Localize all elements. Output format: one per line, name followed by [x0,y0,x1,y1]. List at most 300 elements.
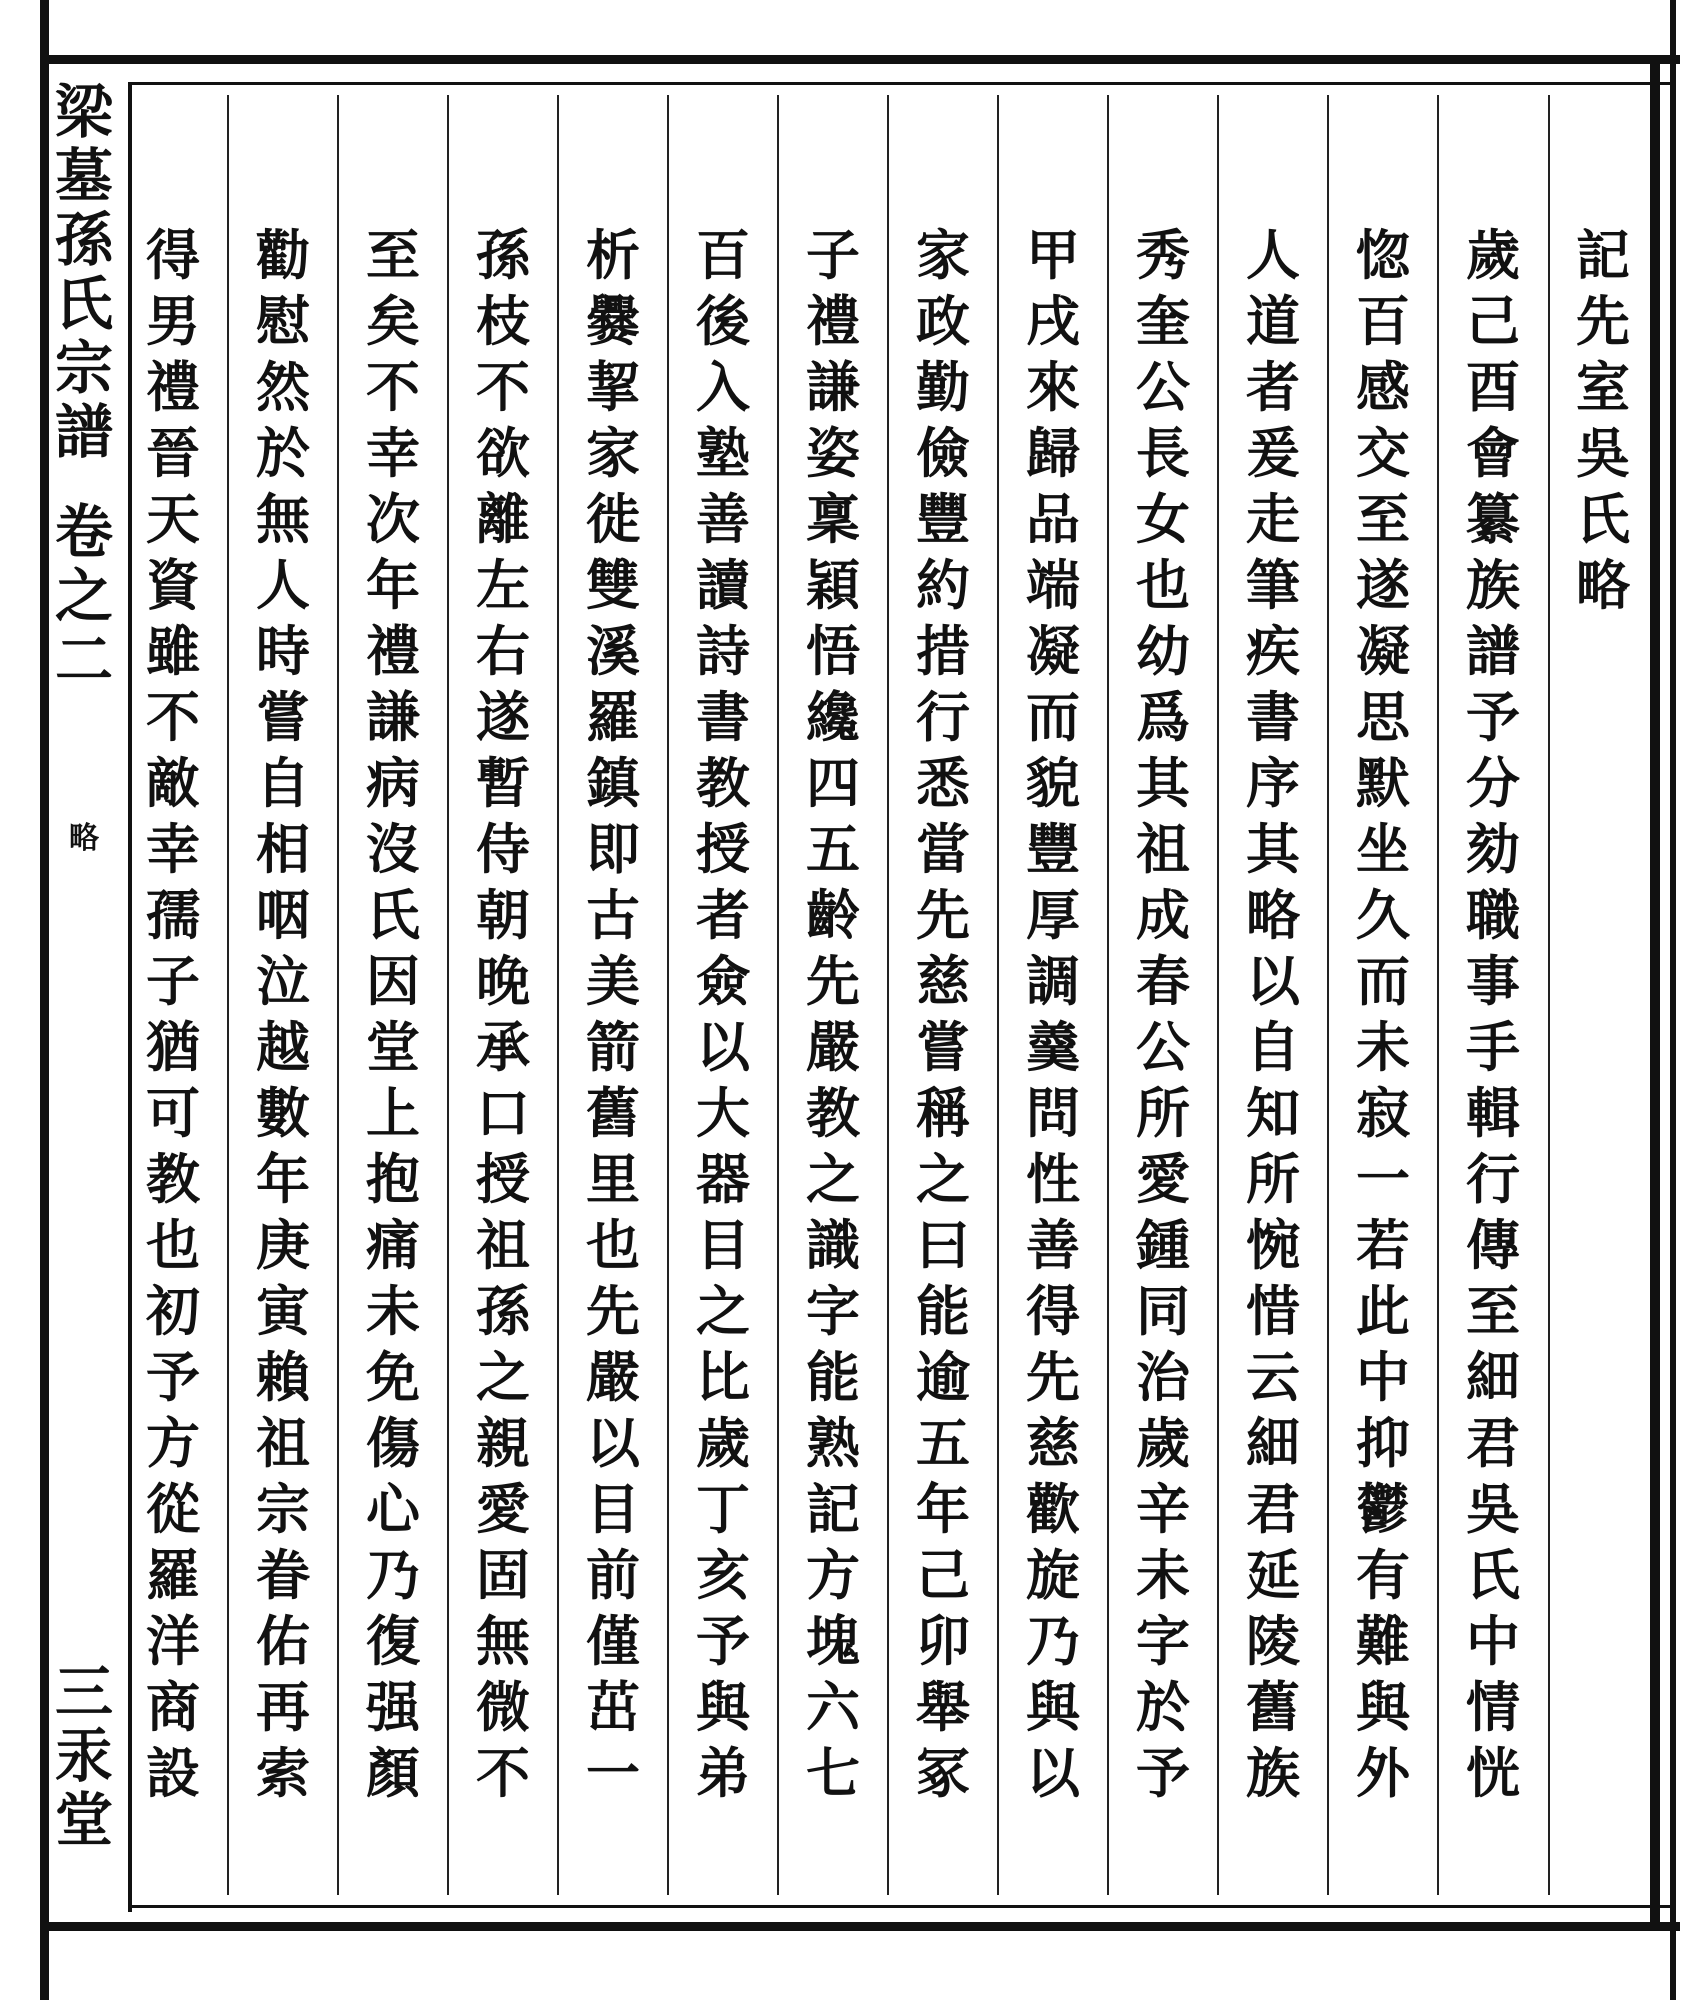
text-column [338,225,448,1945]
glyph: 成 [1136,883,1190,947]
glyph: 奎 [1136,289,1190,353]
glyph: 慰 [256,289,310,353]
glyph: 悉 [916,751,970,815]
glyph: 未 [1136,1543,1190,1607]
glyph: 資 [146,553,200,617]
glyph: 堂 [54,1786,113,1854]
glyph: 器 [696,1147,750,1211]
glyph: 也 [586,1213,640,1277]
glyph: 治 [1136,1345,1190,1409]
glyph: 而 [1356,949,1410,1013]
glyph: 病 [366,751,420,815]
glyph: 僅 [586,1609,640,1673]
text-column [448,225,558,1945]
glyph: 墓 [54,142,113,210]
glyph: 乃 [1026,1609,1080,1673]
glyph: 儉 [916,421,970,485]
glyph: 先 [1576,289,1630,353]
glyph: 析 [586,223,640,287]
glyph: 從 [146,1477,200,1541]
glyph: 教 [146,1147,200,1211]
glyph: 子 [806,223,860,287]
glyph: 也 [146,1213,200,1277]
glyph: 離 [476,487,530,551]
glyph: 卷 [54,498,113,566]
glyph: 家 [916,223,970,287]
glyph: 傳 [1466,1213,1520,1277]
glyph: 弟 [696,1741,750,1805]
glyph: 暫 [476,751,530,815]
glyph: 無 [256,487,310,551]
glyph: 知 [1246,1081,1300,1145]
glyph: 以 [1246,949,1300,1013]
glyph: 目 [696,1213,750,1277]
glyph: 歲 [1136,1411,1190,1475]
glyph: 以 [696,1015,750,1079]
glyph: 教 [696,751,750,815]
glyph: 越 [256,1015,310,1079]
glyph: 方 [806,1543,860,1607]
glyph: 陵 [1246,1609,1300,1673]
glyph: 難 [1356,1609,1410,1673]
glyph: 幸 [366,421,420,485]
glyph: 至 [1356,487,1410,551]
glyph: 得 [146,223,200,287]
glyph: 爰 [1246,421,1300,485]
glyph: 寅 [256,1279,310,1343]
glyph: 遂 [476,685,530,749]
glyph: 己 [916,1543,970,1607]
glyph: 古 [586,883,640,947]
glyph: 宗 [54,334,113,402]
glyph: 戌 [1026,289,1080,353]
glyph: 親 [476,1411,530,1475]
glyph: 久 [1356,883,1410,947]
glyph: 寂 [1356,1081,1410,1145]
text-column [118,225,228,1945]
glyph: 與 [1356,1675,1410,1739]
text-column [888,225,998,1945]
glyph: 之 [54,562,113,630]
text-column [1328,225,1438,1945]
text-column [558,225,668,1945]
spine-hall [44,80,124,1920]
glyph: 泣 [256,949,310,1013]
glyph: 貌 [1026,751,1080,815]
glyph: 書 [1246,685,1300,749]
glyph: 中 [1356,1345,1410,1409]
glyph: 洋 [146,1609,200,1673]
glyph: 初 [146,1279,200,1343]
glyph: 舊 [586,1081,640,1145]
glyph: 恍 [1466,1741,1520,1805]
glyph: 中 [1466,1609,1520,1673]
glyph: 性 [1026,1147,1080,1211]
glyph: 比 [696,1345,750,1409]
glyph: 慈 [916,949,970,1013]
glyph: 羅 [586,685,640,749]
glyph: 姿 [806,421,860,485]
text-column [998,225,1108,1945]
glyph: 男 [146,289,200,353]
glyph: 思 [1356,685,1410,749]
glyph: 後 [696,289,750,353]
glyph: 汞 [54,1722,113,1790]
glyph: 齡 [806,883,860,947]
glyph: 者 [696,883,750,947]
glyph: 美 [586,949,640,1013]
right-outer-border [1670,0,1676,2000]
glyph: 孫 [476,1279,530,1343]
glyph: 祖 [256,1411,310,1475]
text-column [668,225,778,1945]
glyph: 約 [916,553,970,617]
glyph: 識 [806,1213,860,1277]
glyph: 未 [1356,1015,1410,1079]
glyph: 沒 [366,817,420,881]
glyph: 氏 [1466,1543,1520,1607]
glyph: 痛 [366,1213,420,1277]
glyph: 而 [1026,685,1080,749]
glyph: 庚 [256,1213,310,1277]
glyph: 僉 [696,949,750,1013]
glyph: 略 [1246,883,1300,947]
glyph: 字 [806,1279,860,1343]
glyph: 然 [256,355,310,419]
glyph: 室 [1576,355,1630,419]
glyph: 矣 [366,289,420,353]
glyph: 與 [1026,1675,1080,1739]
glyph: 相 [256,817,310,881]
glyph: 嘗 [916,1015,970,1079]
glyph: 之 [476,1345,530,1409]
glyph: 卯 [916,1609,970,1673]
glyph: 旋 [1026,1543,1080,1607]
glyph: 挈 [586,355,640,419]
glyph: 舉 [916,1675,970,1739]
glyph: 逾 [916,1345,970,1409]
glyph: 以 [1026,1741,1080,1805]
glyph: 愛 [476,1477,530,1541]
glyph: 走 [1246,487,1300,551]
glyph: 予 [1136,1741,1190,1805]
glyph: 百 [1356,289,1410,353]
glyph: 四 [806,751,860,815]
glyph: 人 [256,553,310,617]
glyph: 己 [1466,289,1520,353]
glyph: 入 [696,355,750,419]
glyph: 自 [256,751,310,815]
glyph: 年 [256,1147,310,1211]
glyph: 纂 [1466,487,1520,551]
glyph: 禮 [366,619,420,683]
glyph: 來 [1026,355,1080,419]
glyph: 纔 [806,685,860,749]
glyph: 無 [476,1609,530,1673]
glyph: 豐 [1026,817,1080,881]
glyph: 序 [1246,751,1300,815]
glyph: 咽 [256,883,310,947]
glyph: 能 [916,1279,970,1343]
glyph: 記 [806,1477,860,1541]
glyph: 禮 [146,355,200,419]
glyph: 端 [1026,553,1080,617]
glyph: 里 [586,1147,640,1211]
glyph: 爲 [1136,685,1190,749]
glyph: 曰 [916,1213,970,1277]
glyph: 譜 [54,398,113,466]
glyph: 不 [476,1741,530,1805]
glyph: 一 [1356,1147,1410,1211]
glyph: 孫 [54,206,113,274]
glyph: 女 [1136,487,1190,551]
glyph: 嚴 [806,1015,860,1079]
glyph: 予 [696,1609,750,1673]
glyph: 劾 [1466,817,1520,881]
glyph: 行 [1466,1147,1520,1211]
glyph: 一 [586,1741,640,1805]
glyph: 所 [1246,1147,1300,1211]
glyph: 所 [1136,1081,1190,1145]
glyph: 不 [146,685,200,749]
glyph: 稟 [806,487,860,551]
glyph: 鬱 [1356,1477,1410,1541]
glyph: 宗 [256,1477,310,1541]
glyph: 不 [476,355,530,419]
glyph: 厚 [1026,883,1080,947]
glyph: 嚴 [586,1345,640,1409]
glyph: 目 [586,1477,640,1541]
glyph: 箭 [586,1015,640,1079]
glyph: 族 [1466,553,1520,617]
glyph: 字 [1136,1609,1190,1673]
glyph: 三 [54,1658,113,1726]
glyph: 祖 [476,1213,530,1277]
glyph: 輯 [1466,1081,1520,1145]
glyph: 細 [1466,1345,1520,1409]
glyph: 與 [696,1675,750,1739]
glyph: 歲 [696,1411,750,1475]
glyph: 有 [1356,1543,1410,1607]
glyph: 晚 [476,949,530,1013]
glyph: 勸 [256,223,310,287]
glyph: 索 [256,1741,310,1805]
glyph: 稱 [916,1081,970,1145]
glyph: 族 [1246,1741,1300,1805]
glyph: 慈 [1026,1411,1080,1475]
glyph: 歲 [1466,223,1520,287]
glyph: 嘗 [256,685,310,749]
glyph: 百 [696,223,750,287]
glyph: 至 [366,223,420,287]
glyph: 固 [476,1543,530,1607]
glyph: 次 [366,487,420,551]
glyph: 天 [146,487,200,551]
glyph: 六 [806,1675,860,1739]
glyph: 七 [806,1741,860,1805]
glyph: 先 [586,1279,640,1343]
glyph: 强 [366,1675,420,1739]
glyph: 感 [1356,355,1410,419]
glyph: 不 [366,355,420,419]
glyph: 之 [696,1279,750,1343]
glyph: 其 [1136,751,1190,815]
glyph: 賴 [256,1345,310,1409]
glyph: 略 [69,821,99,856]
glyph: 自 [1246,1015,1300,1079]
glyph: 調 [1026,949,1080,1013]
glyph: 當 [916,817,970,881]
glyph: 歡 [1026,1477,1080,1541]
glyph: 因 [366,949,420,1013]
glyph: 惋 [1246,1213,1300,1277]
glyph: 穎 [806,553,860,617]
glyph: 會 [1466,421,1520,485]
glyph: 免 [366,1345,420,1409]
glyph: 塾 [696,421,750,485]
glyph: 左 [476,553,530,617]
glyph: 幼 [1136,619,1190,683]
glyph: 復 [366,1609,420,1673]
glyph: 氏 [1576,487,1630,551]
glyph: 書 [696,685,750,749]
text-column-title [1548,225,1658,1945]
glyph: 予 [146,1345,200,1409]
glyph: 家 [586,421,640,485]
glyph: 君 [1466,1411,1520,1475]
glyph: 眷 [256,1543,310,1607]
glyph: 朝 [476,883,530,947]
glyph: 前 [586,1543,640,1607]
glyph: 酉 [1466,355,1520,419]
glyph: 坐 [1356,817,1410,881]
glyph: 於 [256,421,310,485]
glyph: 上 [366,1081,420,1145]
glyph: 可 [146,1081,200,1145]
glyph: 事 [1466,949,1520,1013]
glyph: 秀 [1136,223,1190,287]
glyph: 吳 [1576,421,1630,485]
glyph: 雖 [146,619,200,683]
glyph: 禮 [806,289,860,353]
glyph: 豐 [916,487,970,551]
glyph: 五 [916,1411,970,1475]
glyph: 問 [1026,1081,1080,1145]
glyph: 凝 [1356,619,1410,683]
glyph: 辛 [1136,1477,1190,1541]
glyph: 者 [1246,355,1300,419]
glyph: 細 [1246,1411,1300,1475]
glyph: 先 [1026,1345,1080,1409]
glyph: 同 [1136,1279,1190,1343]
glyph: 予 [1466,685,1520,749]
glyph: 春 [1136,949,1190,1013]
glyph: 右 [476,619,530,683]
glyph: 手 [1466,1015,1520,1079]
glyph: 微 [476,1675,530,1739]
glyph: 分 [1466,751,1520,815]
glyph: 祖 [1136,817,1190,881]
glyph: 茁 [586,1675,640,1739]
glyph: 承 [476,1015,530,1079]
glyph: 鎮 [586,751,640,815]
glyph: 惚 [1356,223,1410,287]
glyph: 甲 [1026,223,1080,287]
text-column [1218,225,1328,1945]
glyph: 吳 [1466,1477,1520,1541]
glyph: 徙 [586,487,640,551]
glyph: 梁 [54,78,113,146]
glyph: 行 [916,685,970,749]
glyph: 孫 [476,223,530,287]
glyph: 堂 [366,1015,420,1079]
glyph: 孺 [146,883,200,947]
glyph: 筆 [1246,553,1300,617]
glyph: 品 [1026,487,1080,551]
glyph: 人 [1246,223,1300,287]
glyph: 善 [1026,1213,1080,1277]
glyph: 方 [146,1411,200,1475]
glyph: 口 [476,1081,530,1145]
glyph: 於 [1136,1675,1190,1739]
text-column [1438,225,1548,1945]
glyph: 公 [1136,1015,1190,1079]
glyph: 政 [916,289,970,353]
glyph: 年 [916,1477,970,1541]
glyph: 亥 [696,1543,750,1607]
glyph: 顏 [366,1741,420,1805]
glyph: 謙 [366,685,420,749]
text-column [228,225,338,1945]
glyph: 舊 [1246,1675,1300,1739]
glyph: 心 [366,1477,420,1541]
glyph: 記 [1576,223,1630,287]
glyph: 默 [1356,751,1410,815]
text-column [778,225,888,1945]
glyph: 之 [806,1147,860,1211]
glyph: 先 [806,949,860,1013]
top-border [40,55,1680,64]
glyph: 謙 [806,355,860,419]
glyph: 幸 [146,817,200,881]
glyph: 讀 [696,553,750,617]
glyph: 譜 [1466,619,1520,683]
glyph: 惜 [1246,1279,1300,1343]
glyph: 善 [696,487,750,551]
glyph: 勤 [916,355,970,419]
glyph: 云 [1246,1345,1300,1409]
glyph: 年 [366,553,420,617]
glyph: 得 [1026,1279,1080,1343]
text-column [1108,225,1218,1945]
glyph: 未 [366,1279,420,1343]
glyph: 枝 [476,289,530,353]
glyph: 鍾 [1136,1213,1190,1277]
glyph: 君 [1246,1477,1300,1541]
glyph: 此 [1356,1279,1410,1343]
glyph: 羅 [146,1543,200,1607]
glyph: 溪 [586,619,640,683]
glyph: 熟 [806,1411,860,1475]
glyph: 至 [1466,1279,1520,1343]
glyph: 長 [1136,421,1190,485]
glyph: 歸 [1026,421,1080,485]
glyph: 設 [146,1741,200,1805]
glyph: 授 [696,817,750,881]
glyph: 略 [1576,553,1630,617]
glyph: 公 [1136,355,1190,419]
glyph: 措 [916,619,970,683]
